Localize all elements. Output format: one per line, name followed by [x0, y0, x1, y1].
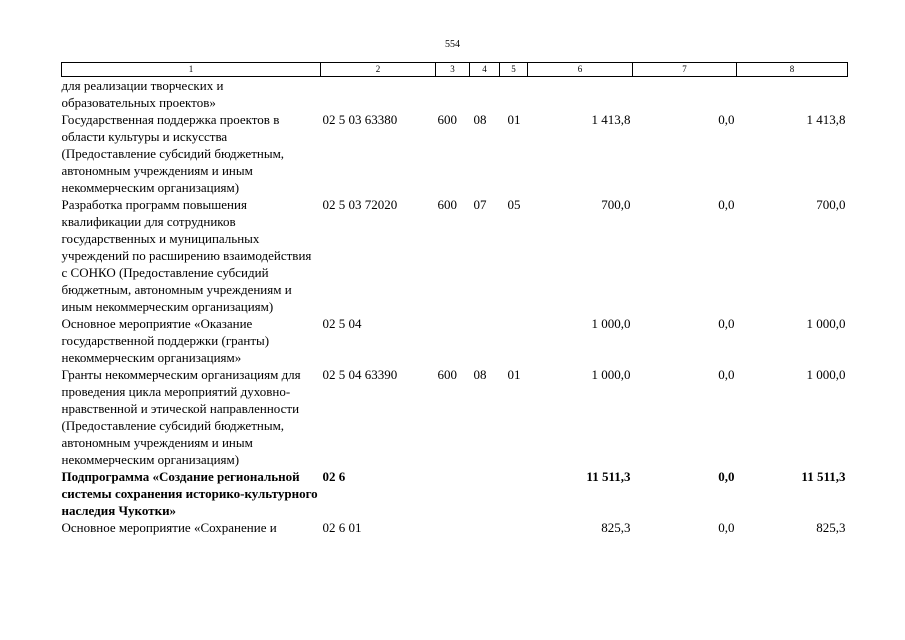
row-value-2-cell: 0,0 — [718, 197, 735, 212]
row-vr-cell — [436, 315, 470, 366]
row-value-1-cell: 825,3 — [601, 520, 631, 535]
row-code-cell: 02 6 — [322, 469, 346, 484]
row-pr-cell — [500, 315, 528, 366]
header-cell: 6 — [528, 63, 633, 77]
row-value-3-cell — [737, 77, 848, 112]
row-pr-cell — [500, 519, 528, 536]
row-value-1-cell: 1 000,0 — [591, 316, 631, 331]
row-name-cell: Подпрограмма «Создание региональной системы сохранения историко-культурного наследия Чукотки» — [61, 469, 318, 518]
row-rz-cell — [470, 519, 500, 536]
row-value-3-cell: 11 511,3 — [801, 469, 846, 484]
row-value-1-cell: 1 000,0 — [591, 367, 631, 382]
table-row — [62, 366, 848, 468]
table-row — [62, 77, 848, 112]
header-cell: 3 — [436, 63, 470, 77]
row-pr-cell: 05 — [507, 197, 521, 212]
row-name-cell: Гранты некоммерческим организациям для проведения цикла мероприятий духовно-нравственной и этической направленности (Предоставление субсидий бюджетным, автономным учреждениям и иным некоммерческим организациям) — [61, 367, 301, 467]
row-rz-cell — [470, 77, 500, 112]
row-rz-cell — [470, 468, 500, 519]
row-code-cell — [321, 77, 436, 112]
row-value-3-cell: 1 000,0 — [806, 367, 846, 382]
row-pr-cell: 01 — [507, 367, 521, 382]
row-value-2-cell: 0,0 — [718, 367, 735, 382]
row-value-1-cell — [528, 77, 633, 112]
header-cell: 8 — [737, 63, 848, 77]
row-rz-cell — [470, 315, 500, 366]
budget-table — [61, 62, 848, 536]
row-pr-cell — [500, 77, 528, 112]
header-cell: 7 — [633, 63, 737, 77]
row-name-cell: для реализации творческих и образовательных проектов» — [61, 78, 224, 110]
row-pr-cell: 01 — [507, 112, 521, 127]
table-row — [62, 468, 848, 519]
row-value-1-cell: 700,0 — [601, 197, 631, 212]
row-vr-cell: 600 — [437, 197, 457, 212]
row-name-cell: Государственная поддержка проектов в области культуры и искусства (Предоставление субсидий бюджетным, автономным учреждениям и иным некоммерческим организациям) — [61, 112, 285, 195]
row-code-cell: 02 5 03 63380 — [322, 112, 398, 127]
table-row — [62, 196, 848, 315]
page-number: 554 — [445, 39, 460, 50]
row-pr-cell — [500, 468, 528, 519]
budget-table-container — [61, 62, 847, 536]
table-header — [62, 63, 848, 77]
row-code-cell: 02 5 04 — [322, 316, 362, 331]
row-vr-cell — [436, 519, 470, 536]
row-name-cell: Основное мероприятие «Сохранение и — [61, 520, 277, 535]
row-value-3-cell: 700,0 — [816, 197, 846, 212]
row-vr-cell — [436, 77, 470, 112]
row-value-2-cell: 0,0 — [718, 469, 735, 484]
row-name-cell: Основное мероприятие «Оказание государственной поддержки (гранты) некоммерческим организациям» — [61, 316, 270, 365]
header-cell: 2 — [321, 63, 436, 77]
table-row — [62, 315, 848, 366]
row-rz-cell: 07 — [473, 197, 487, 212]
header-row — [62, 63, 848, 77]
header-cell: 1 — [62, 63, 321, 77]
row-value-3-cell: 825,3 — [816, 520, 846, 535]
table-row — [62, 519, 848, 536]
row-name-cell: Разработка программ повышения квалификации для сотрудников государственных и муниципальных учреждений по расширению взаимодействия с СОНКО (Предоставление субсидий бюджетным, автономным учреждениям и иным некоммерческим организациям) — [61, 197, 312, 314]
row-value-3-cell: 1 000,0 — [806, 316, 846, 331]
row-value-1-cell: 11 511,3 — [586, 469, 631, 484]
header-cell: 4 — [470, 63, 500, 77]
row-rz-cell: 08 — [473, 112, 487, 127]
row-code-cell: 02 5 04 63390 — [322, 367, 398, 382]
row-value-2-cell: 0,0 — [718, 520, 735, 535]
row-value-2-cell: 0,0 — [718, 316, 735, 331]
row-vr-cell — [436, 468, 470, 519]
row-rz-cell: 08 — [473, 367, 487, 382]
row-value-2-cell — [633, 77, 737, 112]
row-code-cell: 02 5 03 72020 — [322, 197, 398, 212]
row-code-cell: 02 6 01 — [322, 520, 362, 535]
table-body — [62, 77, 848, 537]
row-vr-cell: 600 — [437, 367, 457, 382]
table-row — [62, 111, 848, 196]
row-vr-cell: 600 — [437, 112, 457, 127]
row-value-3-cell: 1 413,8 — [806, 112, 846, 127]
row-value-1-cell: 1 413,8 — [591, 112, 631, 127]
row-value-2-cell: 0,0 — [718, 112, 735, 127]
header-cell: 5 — [500, 63, 528, 77]
